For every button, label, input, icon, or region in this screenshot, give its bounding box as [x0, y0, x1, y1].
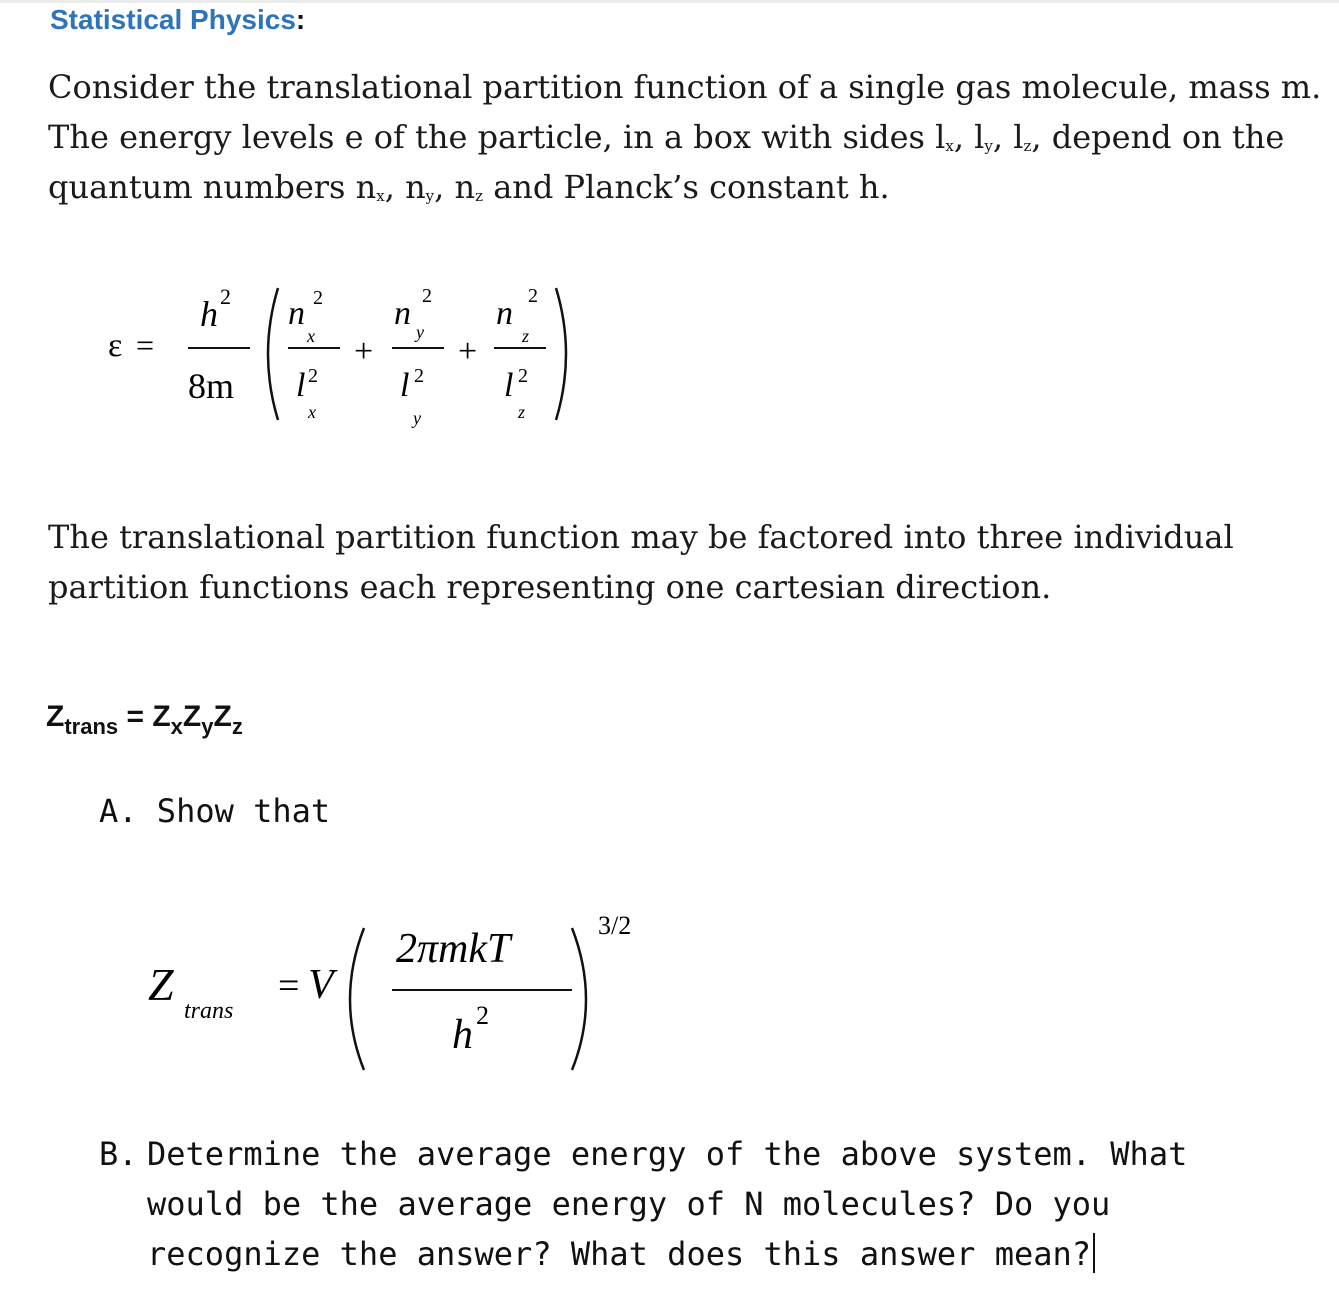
lz-exp: 2: [518, 365, 528, 387]
nx-n: n: [288, 295, 305, 332]
l-sub-x: x: [945, 137, 954, 155]
volume-symbol: V: [308, 962, 334, 1008]
zy-sub: y: [201, 714, 214, 739]
partition-denominator-exp: 2: [476, 1001, 489, 1030]
n-sub-x: x: [376, 187, 385, 205]
lz-sub: z: [518, 402, 526, 422]
ny-exp: 2: [422, 285, 432, 307]
intro-text-3: and Planck’s constant h.: [483, 168, 890, 206]
text-cursor: [1093, 1233, 1095, 1273]
intro-sep-2: , l: [992, 118, 1024, 156]
part-b-line-1: Determine the average energy of the above system. What: [147, 1135, 1188, 1173]
prefactor-denominator: 8m: [188, 366, 235, 406]
n-sub-y: y: [425, 187, 435, 205]
lx-sub: x: [308, 402, 316, 422]
z-trans-sub: trans: [64, 714, 119, 739]
partition-exponent: 3/2: [598, 911, 632, 940]
partition-numerator: 2πmkT: [396, 926, 511, 972]
intro-paragraph: [48, 62, 1328, 212]
lz-l: l: [504, 367, 514, 404]
prefactor-numerator: h: [200, 294, 218, 334]
zz-symbol: Z: [213, 700, 232, 733]
top-divider: [0, 0, 1339, 3]
energy-equals: =: [136, 327, 155, 363]
zx-symbol: Z: [152, 700, 171, 733]
n-sub-z: z: [475, 187, 484, 205]
nz-exp: 2: [528, 285, 538, 307]
factorization-equation: [46, 700, 243, 739]
epsilon-symbol: ε: [108, 327, 123, 364]
intro-text-1: Consider the translational partition function of a single gas molecule, mass m. The energy levels e of the particle, in a box with sides l: [48, 68, 1322, 156]
plus-2: +: [458, 333, 478, 370]
partition-equals: =: [278, 965, 300, 1007]
nz-n: n: [496, 295, 513, 332]
zx-sub: x: [170, 714, 183, 739]
ny-sub: y: [416, 322, 424, 342]
factor-paragraph: The translational partition function may be factored into three individual partition functions each representing one cartesian direction.: [48, 518, 1234, 606]
l-sub-y: y: [984, 137, 993, 155]
zz-sub: z: [231, 714, 243, 739]
nx-sub: x: [307, 326, 315, 346]
factor-equals: =: [118, 700, 153, 733]
partition-denominator: h: [452, 1012, 473, 1058]
z-lhs-sub: trans: [184, 998, 234, 1024]
partition-right-paren: [572, 928, 586, 1070]
heading-title: Statistical Physics: [50, 4, 296, 35]
intro-text-2: , depend on the quantum numbers n: [48, 118, 1285, 206]
energy-equation: [100, 270, 600, 445]
intro-sep-1: , l: [953, 118, 985, 156]
ly-l: l: [400, 367, 410, 404]
part-b-line-3-wrap: [147, 1229, 1327, 1279]
lx-l: l: [296, 367, 306, 404]
ly-exp: 2: [414, 365, 424, 387]
l-sub-z: z: [1023, 137, 1032, 155]
partition-equation: [140, 900, 680, 1085]
lx-exp: 2: [308, 365, 318, 387]
intro-sep-3: , n: [384, 168, 426, 206]
part-b-label: B.: [99, 1135, 138, 1173]
heading-colon: :: [295, 4, 306, 35]
part-a-label: A. Show that: [99, 792, 331, 830]
partition-left-paren: [350, 928, 364, 1070]
section-heading: [50, 4, 305, 36]
prefactor-numerator-exp: 2: [220, 284, 231, 309]
left-paren: [268, 288, 278, 420]
ny-n: n: [394, 295, 411, 332]
part-b-text[interactable]: [147, 1129, 1327, 1279]
part-b-line-2: would be the average energy of N molecules? Do you: [147, 1185, 1111, 1223]
nx-exp: 2: [313, 287, 323, 309]
zy-symbol: Z: [182, 700, 202, 733]
nz-sub: z: [522, 326, 530, 346]
z-lhs: Z: [148, 959, 174, 1010]
plus-1: +: [354, 333, 374, 370]
right-paren: [556, 288, 566, 420]
part-b-line-3: recognize the answer? What does this answer mean?: [147, 1235, 1092, 1273]
z-trans-symbol: Z: [46, 700, 65, 733]
ly-sub: y: [413, 408, 421, 428]
intro-sep-4: , n: [434, 168, 476, 206]
